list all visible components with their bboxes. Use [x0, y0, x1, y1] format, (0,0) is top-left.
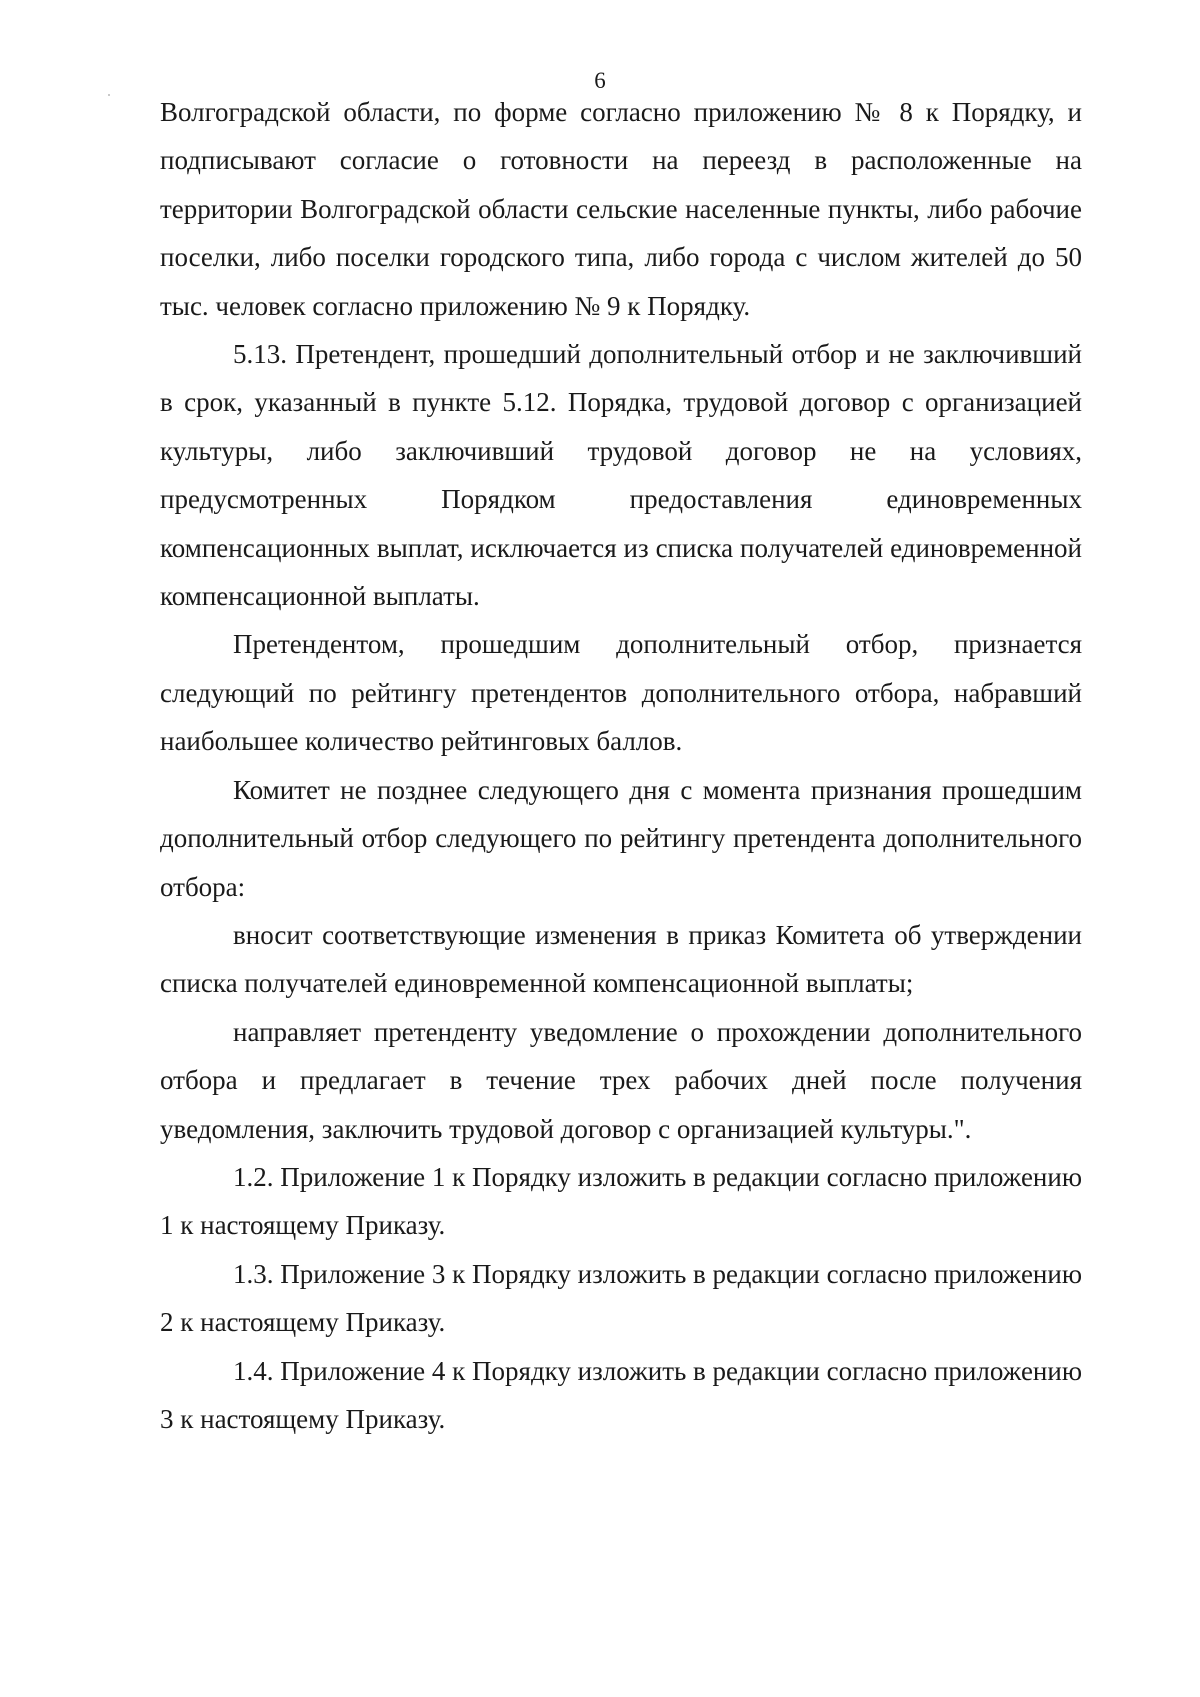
paragraph-committee-actions: Комитет не позднее следующего дня с момента признания прошедшим дополнительный отбор следующего по рейтингу претендента дополнительного отбора:: [160, 774, 1082, 902]
paragraph-item-1-2: 1.2. Приложение 1 к Порядку изложить в редакции согласно приложению 1 к настоящему Приказу.: [160, 1161, 1082, 1241]
paragraph-action-send-notice: направляет претенденту уведомление о прохождении дополнительного отбора и предлагает в течение трех рабочих дней после получения уведомления, заключить трудовой договор с организацией культуры.".: [160, 1016, 1082, 1144]
paragraph-continuation: Волгоградской области, по форме согласно приложению № 8 к Порядку, и подписывают согласие о готовности на переезд в расположенные на территории Волгоградской области сельские населенные пункты, либо рабочие поселки, либо поселки городского типа, либо города с числом жителей до 50 тыс. человек согласно приложению № 9 к Порядку.: [160, 97, 1082, 321]
paragraph-action-amend-order: вносит соответствующие изменения в приказ Комитета об утверждении списка получателей единовременной компенсационной выплаты;: [160, 919, 1082, 999]
page-number: 6: [594, 68, 606, 93]
paragraph-item-1-3: 1.3. Приложение 3 к Порядку изложить в редакции согласно приложению 2 к настоящему Приказу.: [160, 1258, 1082, 1338]
paragraph-item-1-4: 1.4. Приложение 4 к Порядку изложить в редакции согласно приложению 3 к настоящему Приказу.: [160, 1355, 1082, 1434]
scan-speck: [108, 94, 110, 96]
document-body: [160, 88, 1082, 1443]
paragraph-clause-5-13: 5.13. Претендент, прошедший дополнительный отбор и не заключивший в срок, указанный в пункте 5.12. Порядка, трудовой договор с организацией культуры, либо заключивший трудовой договор не на условиях, предусмотренных Порядком предоставления единовременных компенсационных выплат, исключается из списка получателей единовременной компенсационной выплаты.: [160, 339, 1082, 612]
paragraph-next-candidate: Претендентом, прошедшим дополнительный отбор, признается следующий по рейтингу претендентов дополнительного отбора, набравший наибольшее количество рейтинговых баллов.: [160, 629, 1082, 757]
